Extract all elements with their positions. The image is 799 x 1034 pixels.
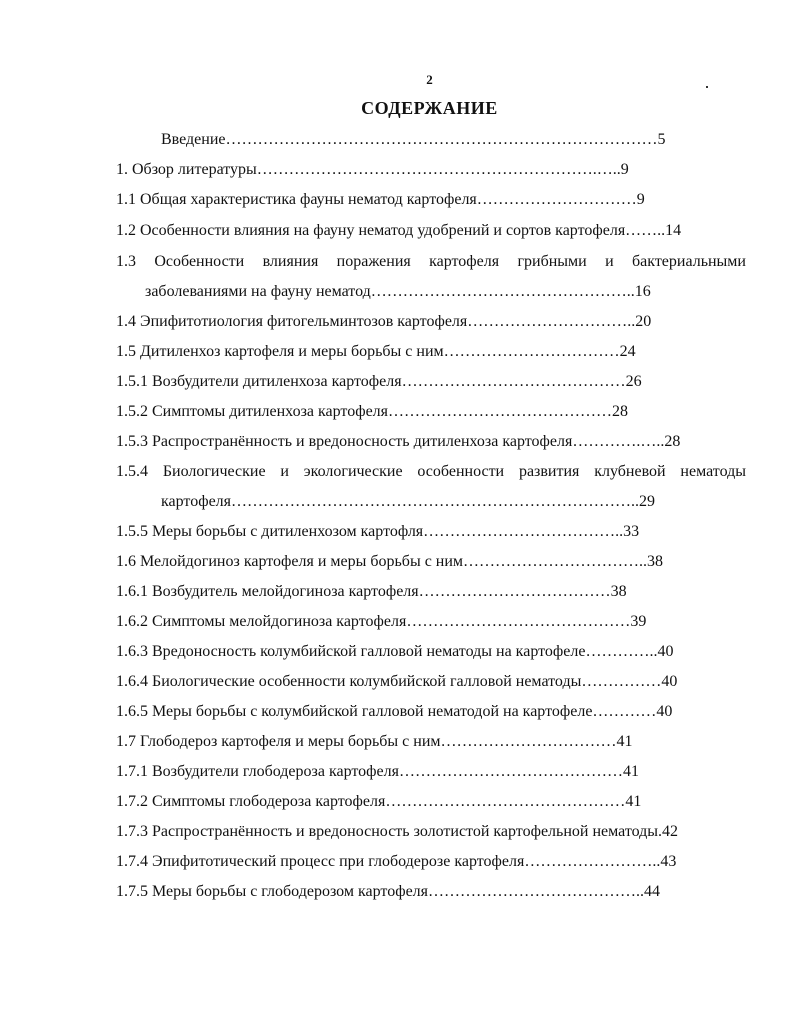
toc-entry-1-3: 1.3 Особенности влияния поражения картофеля грибными и бактериальными xyxy=(116,253,746,270)
toc-entry-1: 1. Обзор литературы……………………………………………………….…..9 xyxy=(116,161,629,178)
toc-entry-1-5-2: 1.5.2 Симптомы дитиленхоза картофеля……………………………………28 xyxy=(116,403,629,420)
page-number: 2 xyxy=(426,72,433,87)
toc-entry-1-7-1: 1.7.1 Возбудители глободероза картофеля……………………………………41 xyxy=(116,763,639,780)
toc-entry-introduction: Введение………………………………………………………………………5 xyxy=(161,131,666,148)
toc-entry-1-6-4: 1.6.4 Биологические особенности колумбийской галловой нематоды……………40 xyxy=(116,673,678,690)
toc-entry-1-6-3: 1.6.3 Вредоносность колумбийской галловой нематоды на картофеле…………..40 xyxy=(116,643,674,660)
toc-entry-1-5-5: 1.5.5 Меры борьбы с дитиленхозом картофля………………………………..33 xyxy=(116,523,640,540)
toc-entry-1-7-5: 1.7.5 Меры борьбы с глободерозом картофеля…………………………………..44 xyxy=(116,883,661,900)
toc-entry-1-6-2: 1.6.2 Симптомы мелойдогиноза картофеля……………………………………39 xyxy=(116,613,647,630)
toc-entry-1-6-1: 1.6.1 Возбудитель мелойдогиноза картофеля………………………………38 xyxy=(116,583,627,600)
toc-entry-1-6-5: 1.6.5 Меры борьбы с колумбийской галловой нематодой на картофеле…………40 xyxy=(116,703,673,720)
toc-entry-1-7-3: 1.7.3 Распространённость и вредоносность золотистой картофельной нематоды.42 xyxy=(116,823,679,840)
toc-entry-1-3-cont: заболеваниями на фауну нематод…………………………………………..16 xyxy=(145,283,651,300)
toc-entry-1-1: 1.1 Общая характеристика фауны нематод картофеля…………………………9 xyxy=(116,191,645,208)
toc-entry-1-7-4: 1.7.4 Эпифитотический процесс при глободерозе картофеля……………………..43 xyxy=(116,853,677,870)
toc-entry-1-5: 1.5 Дитиленхоз картофеля и меры борьбы с ним……………………………24 xyxy=(116,343,636,360)
toc-entry-1-6: 1.6 Мелойдогиноз картофеля и меры борьбы с ним……………………………..38 xyxy=(116,553,664,570)
toc-entry-1-7-2: 1.7.2 Симптомы глободероза картофеля………………………………………41 xyxy=(116,793,642,810)
toc-entry-1-2: 1.2 Особенности влияния на фауну нематод удобрений и сортов картофеля……..14 xyxy=(116,222,682,239)
toc-entry-1-5-1: 1.5.1 Возбудители дитиленхоза картофеля……………………………………26 xyxy=(116,373,642,390)
toc-entry-1-4: 1.4 Эпифитотиология фитогельминтозов картофеля…………………………..20 xyxy=(116,313,652,330)
page-title: СОДЕРЖАНИЕ xyxy=(361,98,498,118)
toc-entry-1-7: 1.7 Глободероз картофеля и меры борьбы с ним……………………………41 xyxy=(116,733,633,750)
toc-entry-1-5-3: 1.5.3 Распространённость и вредоносность дитиленхоза картофеля………….…..28 xyxy=(116,433,681,450)
toc-entry-1-5-4: 1.5.4 Биологические и экологические особенности развития клубневой нематоды xyxy=(116,463,746,480)
toc-entry-1-5-4-cont: картофеля…………………………………………………………………..29 xyxy=(161,493,656,510)
